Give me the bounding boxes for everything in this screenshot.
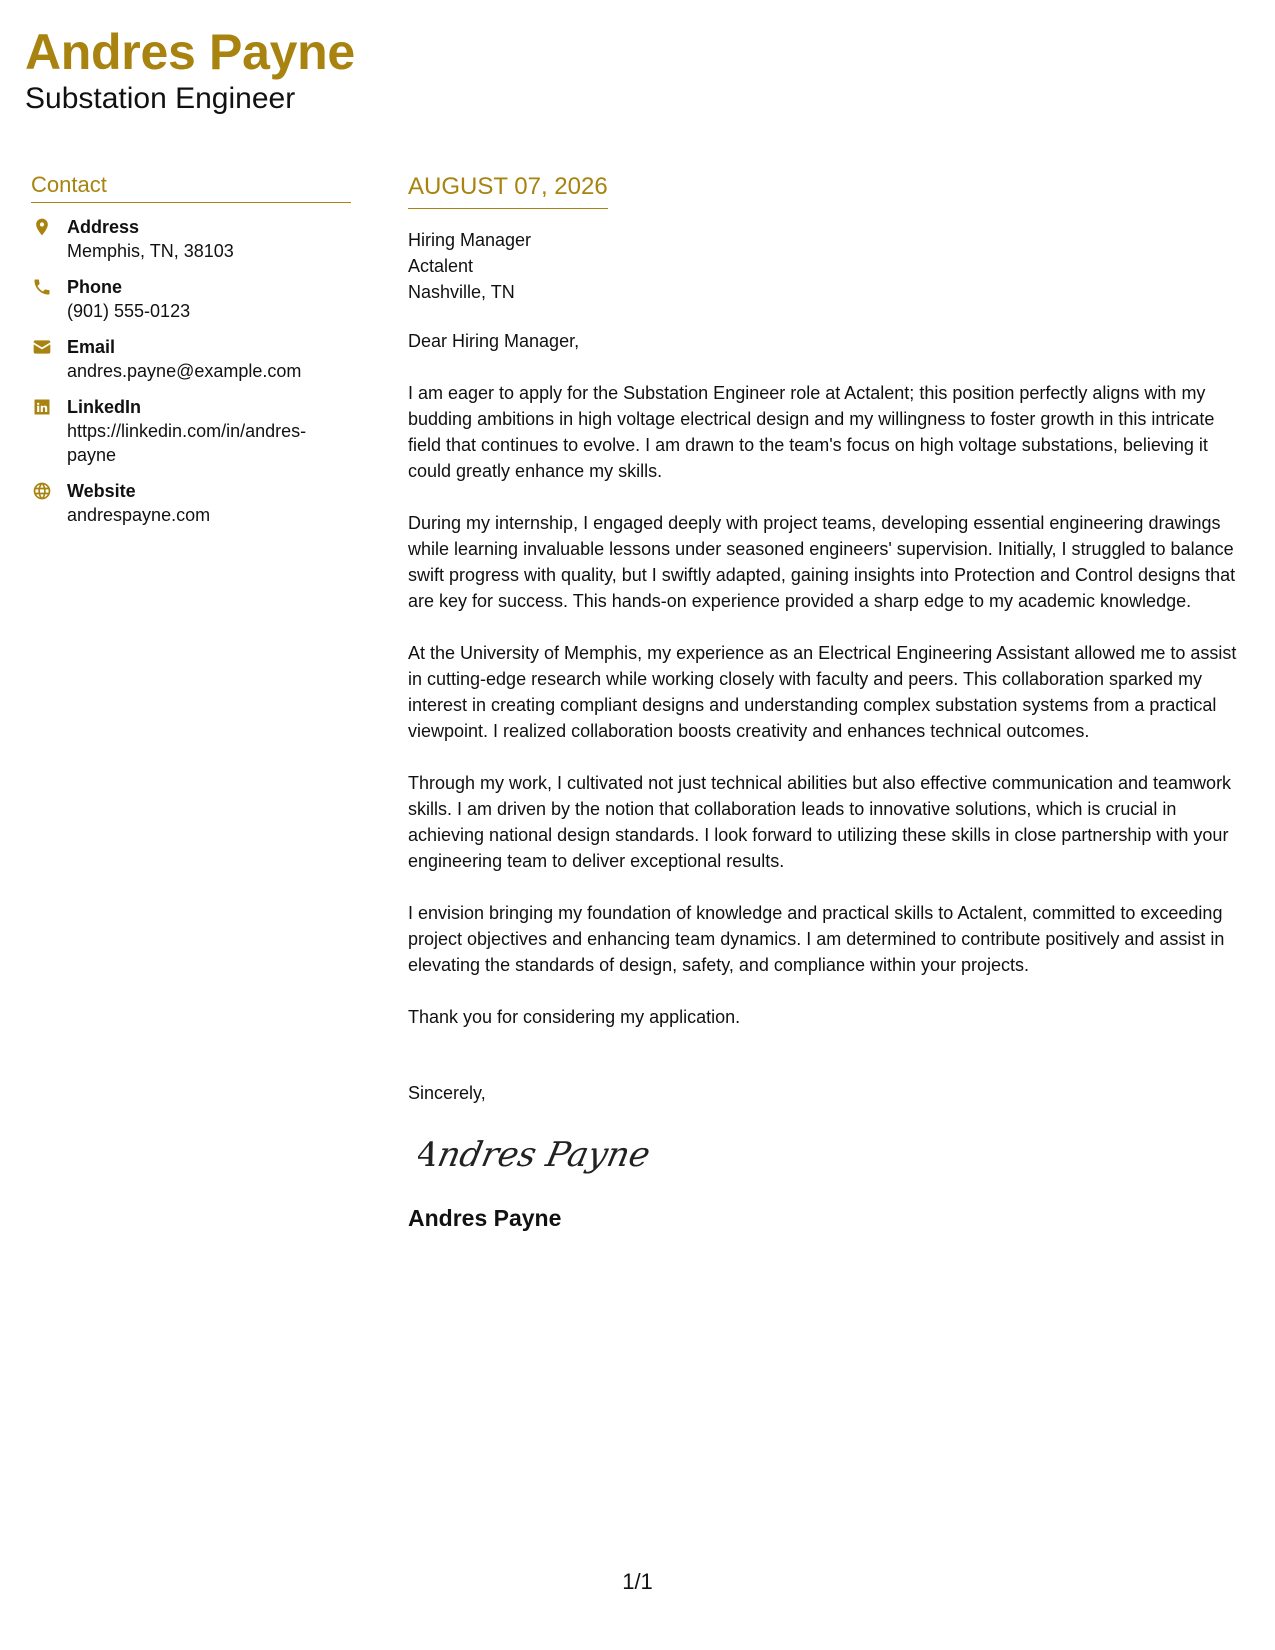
salutation: Dear Hiring Manager,	[408, 331, 580, 351]
contact-value-website[interactable]: andrespayne.com	[67, 505, 211, 525]
phone-icon	[31, 276, 53, 298]
contact-item-phone	[31, 275, 351, 323]
contact-heading: Contact	[31, 171, 351, 203]
contact-item-linkedin	[31, 395, 351, 467]
contact-item-email	[31, 335, 351, 383]
applicant-name: Andres Payne	[25, 24, 355, 80]
applicant-job-title: Substation Engineer	[25, 82, 296, 115]
envelope-icon	[31, 336, 53, 358]
contact-item-website	[31, 479, 351, 527]
contact-label-website: Website	[67, 481, 136, 501]
signer-name: Andres Payne	[408, 1205, 562, 1231]
contact-sidebar	[31, 171, 351, 539]
letter-paragraph: I envision bringing my foundation of knowledge and practical skills to Actalent, committed to exceeding project objectives and enhancing team dynamics. I am determined to contribute positively and assist in elevating the standards of design, safety, and compliance within your projects.	[408, 903, 1225, 975]
map-pin-icon	[31, 216, 53, 238]
handwritten-signature	[418, 1126, 678, 1186]
cover-letter-body	[408, 172, 1248, 1232]
contact-list	[31, 215, 351, 527]
signature-text: Andres Payne	[418, 1135, 654, 1175]
recipient-title: Hiring Manager	[408, 230, 532, 250]
contact-label-phone: Phone	[67, 277, 123, 297]
contact-value-address: Memphis, TN, 38103	[67, 241, 234, 261]
closing: Sincerely,	[408, 1083, 486, 1103]
contact-item-address	[31, 215, 351, 263]
letter-paragraph: During my internship, I engaged deeply with project teams, developing essential engineering drawings while learning invaluable lessons under seasoned engineers' supervision. Initially, I struggled to balance swift progress with quality, but I swiftly adapted, gaining insights into Protection and Control designs that are key for success. This hands-on experience provided a sharp edge to my academic knowledge.	[408, 513, 1236, 611]
resume-header	[25, 22, 355, 117]
letter-date: AUGUST 07, 2026	[408, 172, 608, 209]
page-number: 1/1	[622, 1569, 653, 1594]
contact-value-email[interactable]: andres.payne@example.com	[67, 361, 302, 381]
recipient-block	[408, 227, 1248, 305]
recipient-company: Actalent	[408, 256, 474, 276]
contact-label-email: Email	[67, 337, 116, 357]
contact-label-linkedin: LinkedIn	[67, 397, 142, 417]
linkedin-icon	[31, 396, 53, 418]
letter-paragraph: Thank you for considering my application.	[408, 1007, 741, 1027]
letter-paragraph: I am eager to apply for the Substation Engineer role at Actalent; this position perfectly aligns with my budding ambitions in high voltage electrical design and my willingness to foster growth in this intricate field that continues to evolve. I am drawn to the team's focus on high voltage substations, believing it could greatly enhance my skills.	[408, 383, 1215, 481]
contact-value-phone[interactable]: (901) 555-0123	[67, 301, 191, 321]
letter-paragraph: At the University of Memphis, my experience as an Electrical Engineering Assistant allowed me to assist in cutting-edge research while working closely with faculty and peers. This collaboration sparked my interest in creating compliant designs and understanding complex substation systems from a practical viewpoint. I realized collaboration boosts creativity and enhances technical outcomes.	[408, 643, 1237, 741]
letter-paragraph: Through my work, I cultivated not just technical abilities but also effective communication and teamwork skills. I am driven by the notion that collaboration leads to innovative solutions, which is crucial in achieving national design standards. I look forward to utilizing these skills in close partnership with your engineering team to deliver exceptional results.	[408, 773, 1232, 871]
contact-value-linkedin[interactable]: https://linkedin.com/in/andres-payne	[67, 421, 307, 465]
contact-label-address: Address	[67, 217, 140, 237]
recipient-location: Nashville, TN	[408, 282, 515, 302]
globe-icon	[31, 480, 53, 502]
